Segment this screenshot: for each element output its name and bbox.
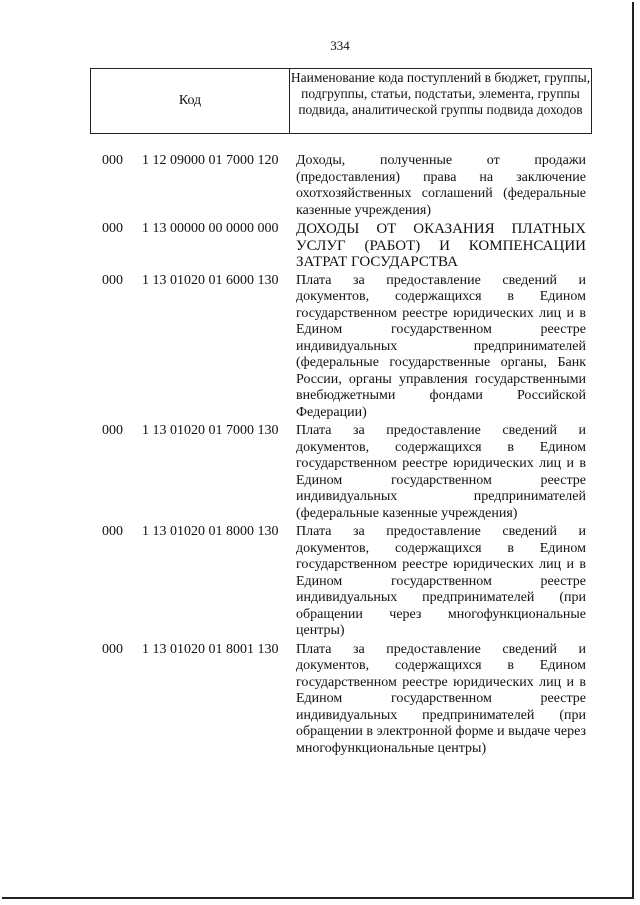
revenue-code: 1 13 00000 00 0000 000 bbox=[142, 221, 279, 236]
admin-code: 000 bbox=[102, 423, 123, 438]
table-row bbox=[0, 221, 640, 271]
table-row bbox=[0, 423, 640, 522]
revenue-code: 1 12 09000 01 7000 120 bbox=[142, 153, 279, 168]
table-row bbox=[0, 273, 640, 422]
admin-code: 000 bbox=[102, 221, 123, 236]
admin-code: 000 bbox=[102, 641, 123, 657]
table-row bbox=[0, 642, 640, 758]
table-row bbox=[0, 153, 640, 219]
revenue-description: Плата за предоставление сведений и документов, содержащихся в Едином государственном реестре юридических лиц и в Едином государственном реестре индивидуальных предпринимателей (при обращении в электронной форме и выдаче через многофункциональные центры) bbox=[296, 641, 586, 756]
admin-code: 000 bbox=[102, 524, 123, 539]
revenue-description: Плата за предоставление сведений и документов, содержащихся в Едином государственном реестре юридических лиц и в Едином государственном реестре индивидуальных предпринимателей (федеральные государственные органы, Банк России, органы управления государственными внебюджетными фондами Российской Федерации) bbox=[296, 272, 586, 420]
page-number: 334 bbox=[330, 38, 350, 53]
table-row bbox=[0, 524, 640, 640]
revenue-code: 1 13 01020 01 8001 130 bbox=[142, 641, 279, 657]
revenue-code: 1 13 01020 01 6000 130 bbox=[142, 272, 279, 288]
table-body bbox=[0, 153, 640, 759]
revenue-description: ДОХОДЫ ОТ ОКАЗАНИЯ ПЛАТНЫХ УСЛУГ (РАБОТ) И КОМПЕНСАЦИИ ЗАТРАТ ГОСУДАРСТВА bbox=[296, 221, 586, 270]
admin-code: 000 bbox=[102, 153, 123, 168]
admin-code: 000 bbox=[102, 272, 123, 288]
table-header bbox=[90, 68, 592, 134]
revenue-description: Плата за предоставление сведений и документов, содержащихся в Едином государственном реестре юридических лиц и в Едином государственном реестре индивидуальных предпринимателей (при обращении через многофункциональные центры) bbox=[296, 524, 586, 638]
revenue-code: 1 13 01020 01 7000 130 bbox=[142, 423, 279, 438]
revenue-code: 1 13 01020 01 8000 130 bbox=[142, 524, 279, 539]
revenue-description: Плата за предоставление сведений и документов, содержащихся в Едином государственном реестре юридических лиц и в Едином государственном реестре индивидуальных предпринимателей (федеральные казенные учреждения) bbox=[296, 423, 586, 521]
header-name-cell: Наименование кода поступлений в бюджет, группы, подгруппы, статьи, подстатьи, элемента, группы подвида, аналитической группы подвида доходов bbox=[290, 70, 591, 118]
revenue-description: Доходы, полученные от продажи (предоставления) права на заключение охотхозяйственных соглашений (федеральные казенные учреждения) bbox=[296, 153, 586, 218]
header-code-cell: Код bbox=[91, 69, 290, 133]
